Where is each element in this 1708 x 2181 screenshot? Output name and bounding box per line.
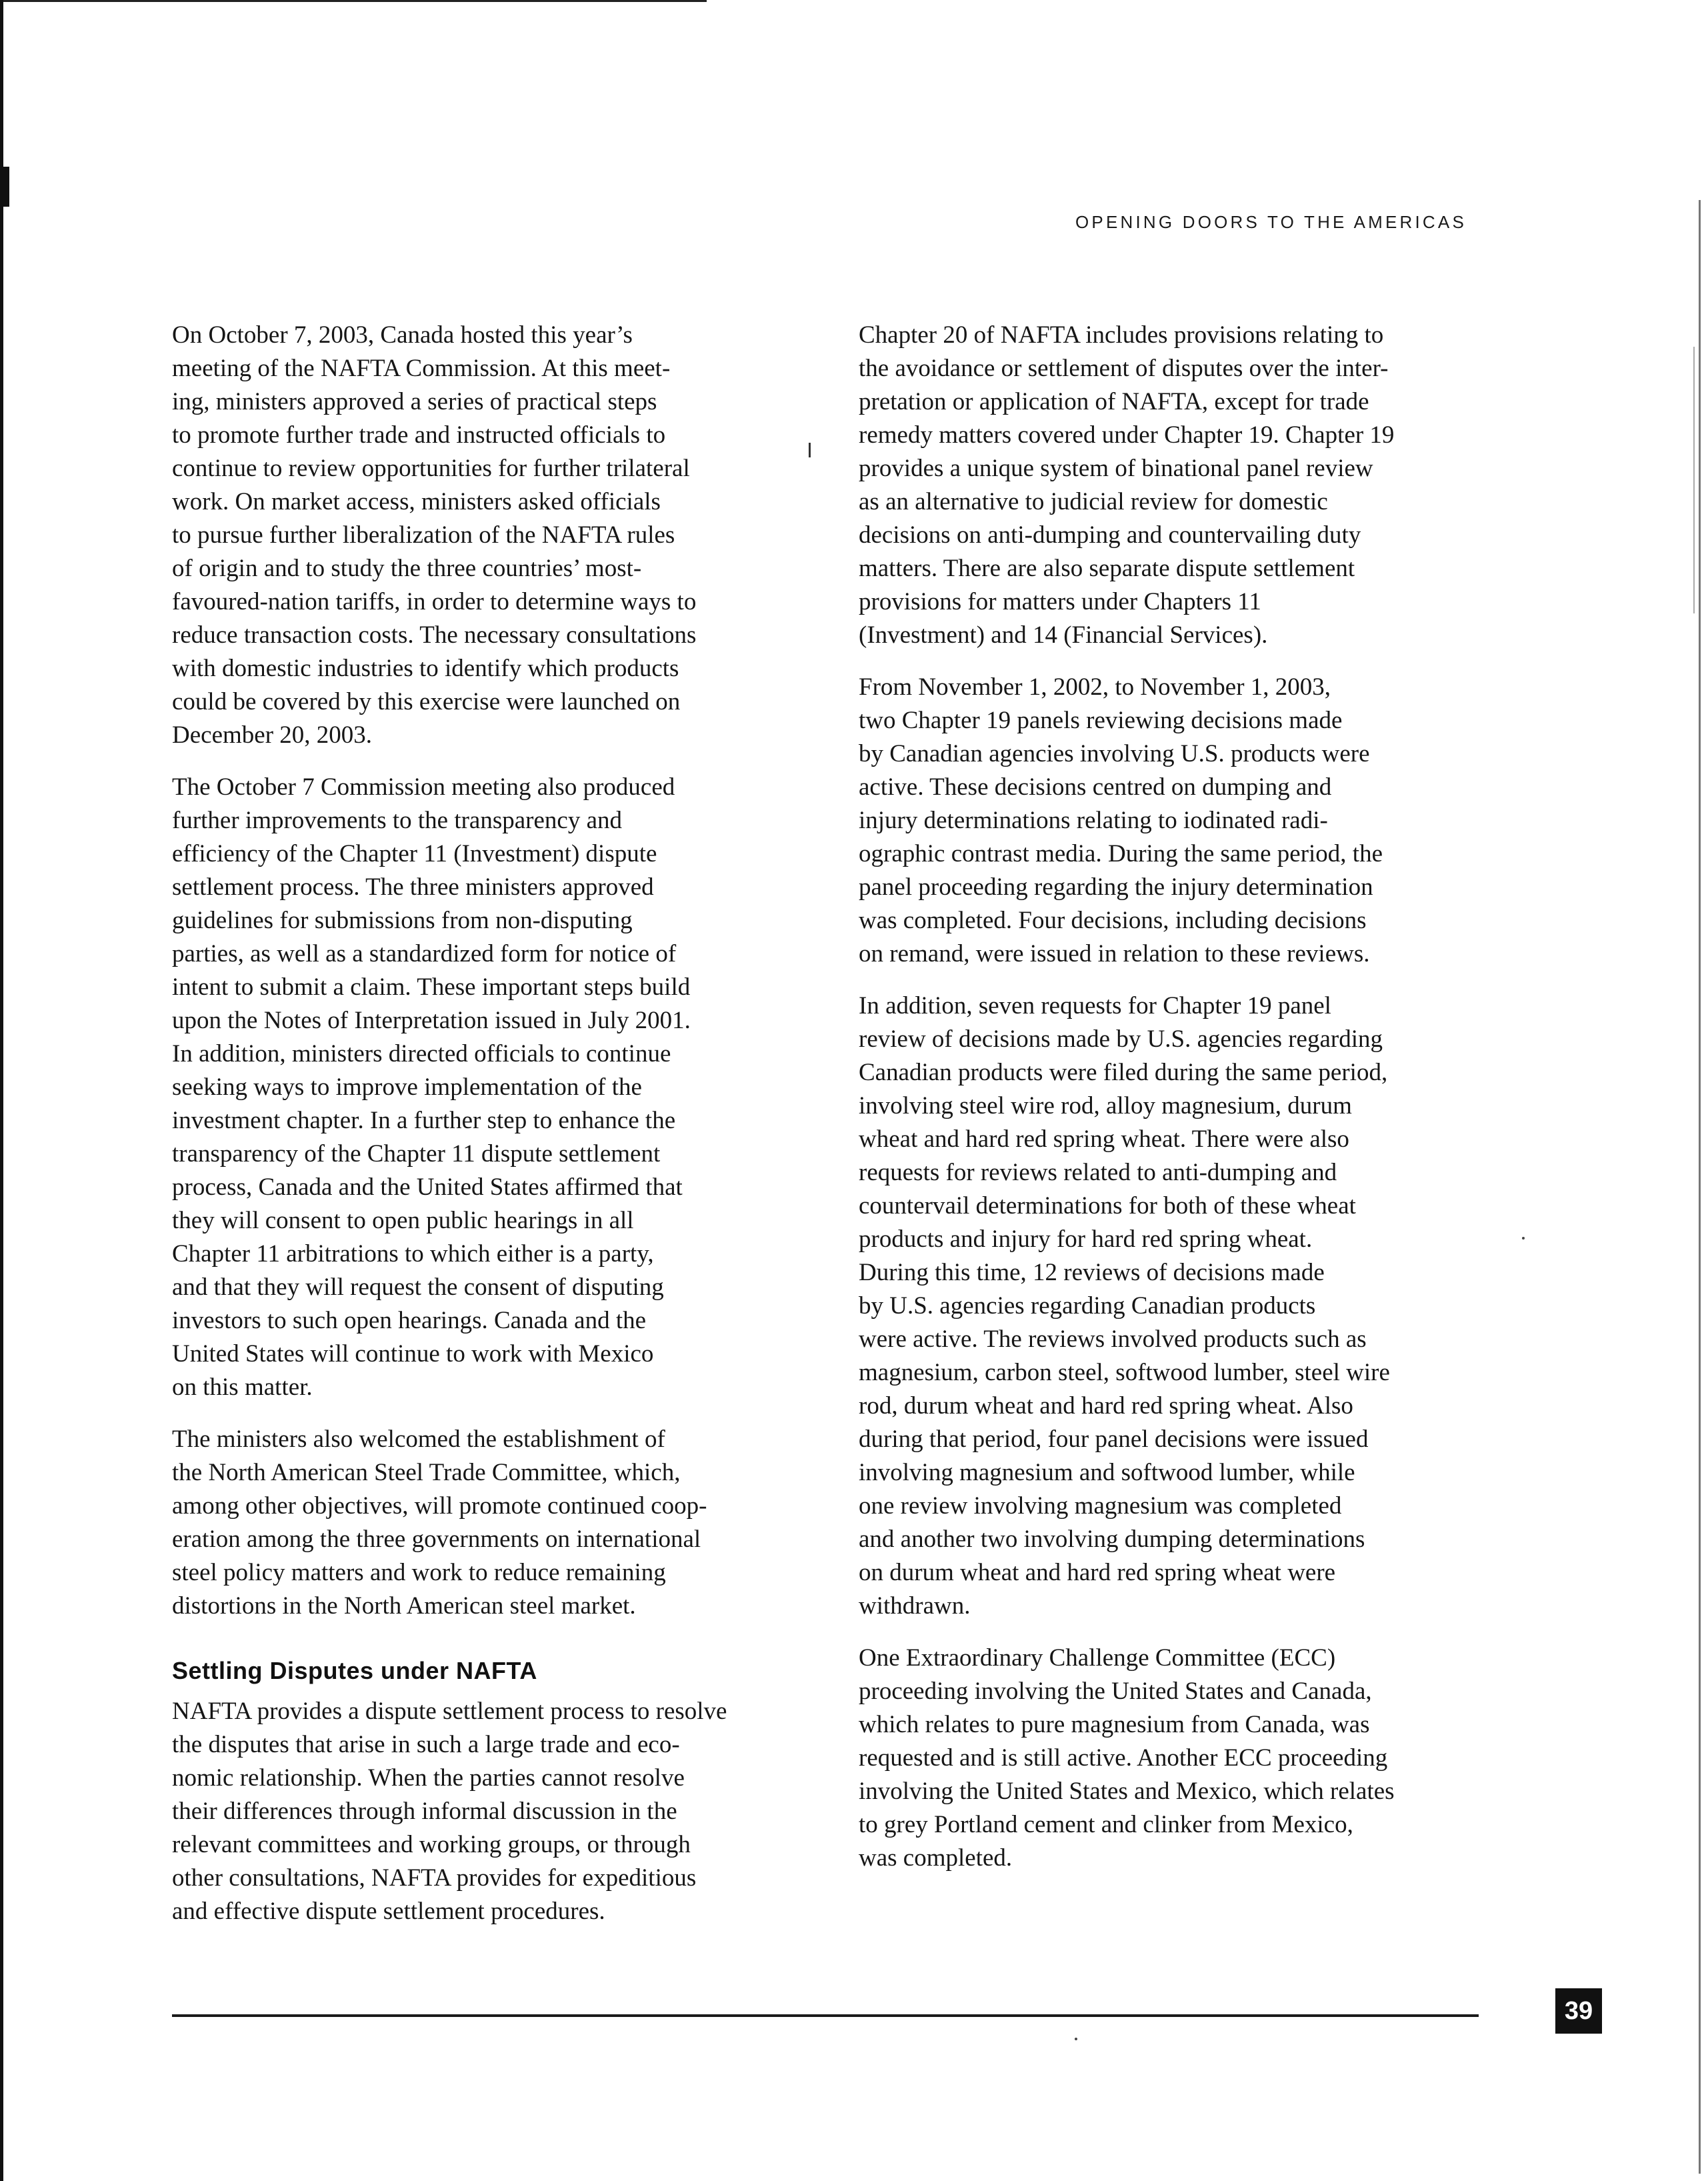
- scan-stray-dot: [1075, 2038, 1077, 2040]
- page-number: 39: [1555, 1988, 1602, 2034]
- scan-right-border: [1699, 200, 1701, 2174]
- paragraph: From November 1, 2002, to November 1, 2003, two Chapter 19 panels reviewing decisions made by Canadian agencies involving U.S. products were active. These decisions centred on dumping and injury determinations relating to iodinated radi- ographic contrast media. During the same period, the panel proceeding regarding the injury determination was completed. Four decisions, including decisions on remand, were issued in relation to these reviews.: [859, 673, 1383, 967]
- paragraph: Chapter 20 of NAFTA includes provisions relating to the avoidance or settlement of disputes over the inter- pretation or application of NAFTA, except for trade remedy matters covered under Chapter 19. Chapter 19 provides a unique system of binational panel review as an alternative to judicial review for domestic decisions on anti-dumping and countervailing duty matters. There are also separate dispute settlement provisions for matters under Chapters 11 (Investment) and 14 (Financial Services).: [859, 321, 1395, 649]
- paragraph: On October 7, 2003, Canada hosted this year’s meeting of the NAFTA Commission. At this meet- ing, ministers approved a series of practical steps to promote further trade and instructed officials to continue to review opportunities for further trilateral work. On market access, ministers asked officials to pursue further liberalization of the NAFTA rules of origin and to study the three countries’ most- favoured-nation tariffs, in order to determine ways to reduce transaction costs. The necessary consultations with domestic industries to identify which products could be covered by this exercise were launched on December 20, 2003.: [172, 321, 697, 749]
- scan-right-border-faint: [1693, 347, 1695, 613]
- left-column: [172, 319, 815, 1947]
- scan-left-mark: [0, 167, 9, 207]
- scan-top-border: [0, 0, 707, 2]
- running-head: OPENING DOORS TO THE AMERICAS: [1075, 212, 1467, 232]
- section-heading: Settling Disputes under NAFTA: [172, 1657, 537, 1684]
- paragraph: NAFTA provides a dispute settlement process to resolve the disputes that arise in such a large trade and eco- nomic relationship. When the parties cannot resolve their differences through informal discussion in the relevant committees and working groups, or through other consultations, NAFTA provides for expeditious and effective dispute settlement procedures.: [172, 1698, 727, 1925]
- paragraph: The October 7 Commission meeting also produced further improvements to the transparency and efficiency of the Chapter 11 (Investment) dispute settlement process. The three ministers approved guidelines for submissions from non-disputing parties, as well as a standardized form for notice of intent to submit a claim. These important steps build upon the Notes of Interpretation issued in July 2001. In addition, ministers directed officials to continue seeking ways to improve implementation of the investment chapter. In a further step to enhance the transparency of the Chapter 11 dispute settlement process, Canada and the United States affirmed that they will consent to open public hearings in all Chapter 11 arbitrations to which either is a party, and that they will request the consent of disputing investors to such open hearings. Canada and the United States will continue to work with Mexico on this matter.: [172, 773, 691, 1401]
- paragraph: The ministers also welcomed the establishment of the North American Steel Trade Committee, which, among other objectives, will promote continued coop- eration among the three governments on international steel policy matters and work to reduce remaining distortions in the North American steel market.: [172, 1426, 707, 1620]
- right-column: [859, 319, 1502, 1894]
- scan-left-border: [0, 0, 3, 2181]
- scan-stray-dot: [1522, 1237, 1525, 1240]
- footer-rule: [172, 2014, 1479, 2017]
- paragraph: One Extraordinary Challenge Committee (ECC) proceeding involving the United States and Canada, which relates to pure magnesium from Canada, was requested and is still active. Another ECC proceeding involving the United States and Mexico, which relates to grey Portland cement and clinker from Mexico, was completed.: [859, 1644, 1395, 1872]
- paragraph: In addition, seven requests for Chapter 19 panel review of decisions made by U.S. agencies regarding Canadian products were filed during the same period, involving steel wire rod, alloy magnesium, durum wheat and hard red spring wheat. There were also requests for reviews related to anti-dumping and countervail determinations for both of these wheat products and injury for hard red spring wheat. During this time, 12 reviews of decisions made by U.S. agencies regarding Canadian products were active. The reviews involved products such as magnesium, carbon steel, softwood lumber, steel wire rod, durum wheat and hard red spring wheat. Also during that period, four panel decisions were issued involving magnesium and softwood lumber, while one review involving magnesium was completed and another two involving dumping determinations on durum wheat and hard red spring wheat were withdrawn.: [859, 992, 1390, 1620]
